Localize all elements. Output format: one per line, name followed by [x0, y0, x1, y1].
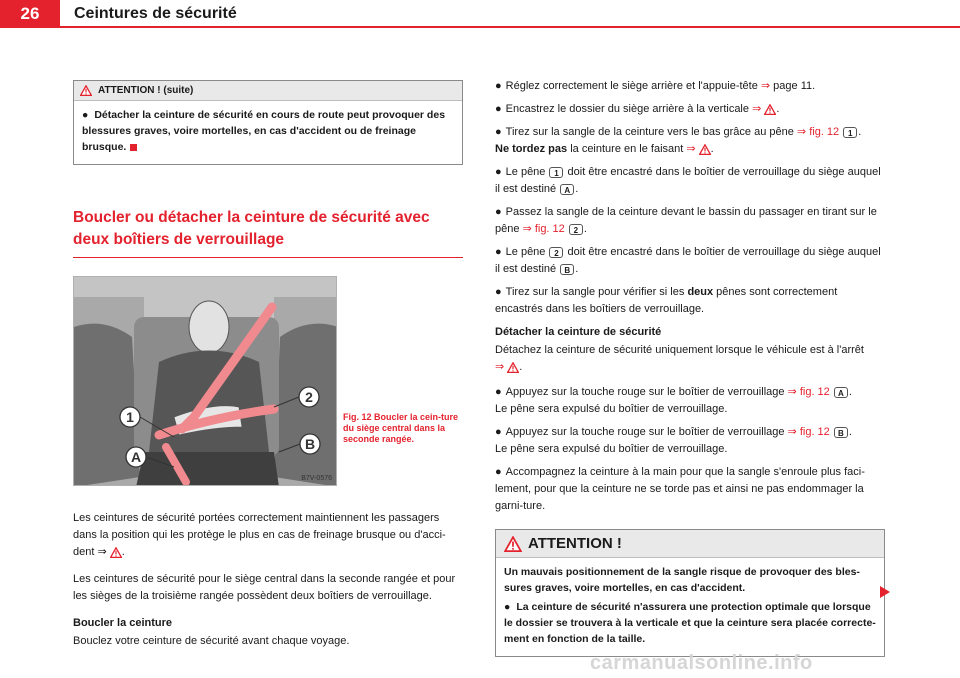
section-divider [73, 257, 463, 258]
warning-heading: ATTENTION ! [528, 535, 622, 552]
list-item: ● Le pêne 2 doit être encastré dans le boîtier de verrouillage du siège auquel il est destiné B . [495, 246, 881, 275]
subheading-buckle: Boucler la ceinture [73, 617, 173, 629]
figure-label-a: A [130, 449, 142, 465]
callout-tag: 2 [569, 224, 583, 235]
warning-ref-icon [507, 362, 519, 373]
figure-code: B7V-0576 [301, 475, 332, 482]
warning-ref-icon [110, 547, 122, 558]
callout-tag: 1 [843, 127, 857, 138]
warning-body: Un mauvais positionnement de la sangle risque de provoquer des bles-sures graves, voire mortelles, en cas d'accident. ● La ceinture de sécurité n'assurera une protection optimale que lorsque le dossier se trouvera à la verticale et que la ceinture sera placée correcte-ment en fonction de la taille. [504, 566, 876, 645]
warning-header [496, 530, 884, 558]
figure-label-2: 2 [305, 389, 313, 405]
list-item: ● Tirez sur la sangle pour vérifier si les deux pênes sont correctement encastrés dans les boîtiers de verrouillage. [495, 286, 838, 315]
watermark: carmanualsonline.info [590, 652, 813, 674]
figure-link[interactable]: fig. 12 [799, 386, 830, 398]
callout-tag: A [834, 387, 848, 398]
intro-paragraph: Les ceintures de sécurité portées correctement maintiennent les passagers dans la position qui les protège le plus en cas de freinage brusque ou d'acci-dent ⇒ . [73, 512, 446, 558]
warning-ref-icon [699, 144, 711, 155]
list-item: ● Accompagnez la ceinture à la main pour que la sangle s'enroule plus faci-lement, pour que la ceinture ne se torde pas et ainsi ne pas endommager la garni-ture. [495, 466, 865, 512]
figure-label-1: 1 [126, 409, 134, 425]
warning-continued-box [73, 80, 463, 165]
figure-label-b: B [304, 436, 316, 452]
warning-continued-heading: ATTENTION ! (suite) [98, 85, 194, 96]
header-divider [60, 26, 960, 28]
callout-tag: B [834, 427, 848, 438]
callout-tag: A [560, 184, 574, 195]
section-end-marker [130, 144, 137, 151]
warning-triangle-icon [80, 85, 92, 96]
figure-12 [73, 276, 463, 486]
left-column [73, 80, 463, 650]
buckle-paragraph: Bouclez votre ceinture de sécurité avant chaque voyage. [73, 635, 350, 647]
warning-continued-header [74, 81, 462, 101]
seatbelt-illustration [73, 276, 337, 486]
warning-text-2: La ceinture de sécurité n'assurera une protection optimale que lorsque le dossier se trouvera à la verticale et que la ceinture sera placée correcte-ment en fonction de la taille. [504, 601, 876, 645]
page-title: Ceintures de sécurité [74, 5, 237, 22]
right-column [495, 78, 885, 657]
figure-link[interactable]: fig. 12 [534, 223, 565, 235]
seatbelt-drawing [74, 277, 337, 486]
warning-ref-icon [764, 104, 776, 115]
section-heading: Boucler ou détacher la ceinture de sécurité avec deux boîtiers de verrouillage [73, 209, 430, 248]
callout-tag: 2 [549, 247, 563, 258]
list-item: ● Le pêne 1 doit être encastré dans le boîtier de verrouillage du siège auquel il est destiné A . [495, 166, 881, 195]
list-item: ● Tirez sur la sangle de la ceinture vers le bas grâce au pêne ⇒ fig. 12 1 . Ne tordez pas la ceinture en le faisant ⇒ . [495, 126, 862, 155]
list-item: ● Appuyez sur la touche rouge sur le boîtier de verrouillage ⇒ fig. 12 B . Le pêne sera expulsé du boîtier de verrouillage. [495, 426, 852, 455]
list-item: ● Passez la sangle de la ceinture devant le bassin du passager en tirant sur le pêne ⇒ fig. 12 2 . [495, 206, 877, 235]
warning-continued-text: Détacher la ceinture de sécurité en cours de route peut provoquer des blessures graves, voire mortelles, en cas d'accident ou de freinage brusque. [82, 109, 446, 153]
warning-box [495, 529, 885, 657]
callout-tag: 1 [549, 167, 563, 178]
figure-link[interactable]: fig. 12 [809, 126, 840, 138]
callout-tag: B [560, 264, 574, 275]
figure-caption: Fig. 12 Boucler la cein-ture du siège central dans la seconde rangée. [343, 412, 459, 444]
list-item: ● Encastrez le dossier du siège arrière à la verticale ⇒ . [495, 103, 780, 115]
warning-continued-body: ● Détacher la ceinture de sécurité en cours de route peut provoquer des blessures graves, voire mortelles, en cas d'accident ou de freinage brusque. [82, 109, 446, 153]
locks-paragraph: Les ceintures de sécurité pour le siège central dans la seconde rangée et pour les sièges de la troisième rangée possèdent deux boîtiers de verrouillage. [73, 573, 456, 602]
page-number: 26 [0, 0, 60, 28]
continue-arrow-icon [880, 586, 890, 598]
subheading-release: Détacher la ceinture de sécurité [495, 326, 662, 338]
warning-triangle-icon [504, 536, 522, 552]
list-item: ● Appuyez sur la touche rouge sur le boîtier de verrouillage ⇒ fig. 12 A . Le pêne sera expulsé du boîtier de verrouillage. [495, 386, 852, 415]
release-paragraph: Détachez la ceinture de sécurité uniquement lorsque le véhicule est à l'arrêt ⇒ . [495, 344, 864, 373]
warning-text-1: Un mauvais positionnement de la sangle risque de provoquer des bles-sures graves, voire mortelles, en cas d'accident. [504, 566, 860, 594]
list-item: ● Réglez correctement le siège arrière et l'appuie-tête ⇒ page 11. [495, 80, 816, 92]
figure-link[interactable]: fig. 12 [799, 426, 830, 438]
